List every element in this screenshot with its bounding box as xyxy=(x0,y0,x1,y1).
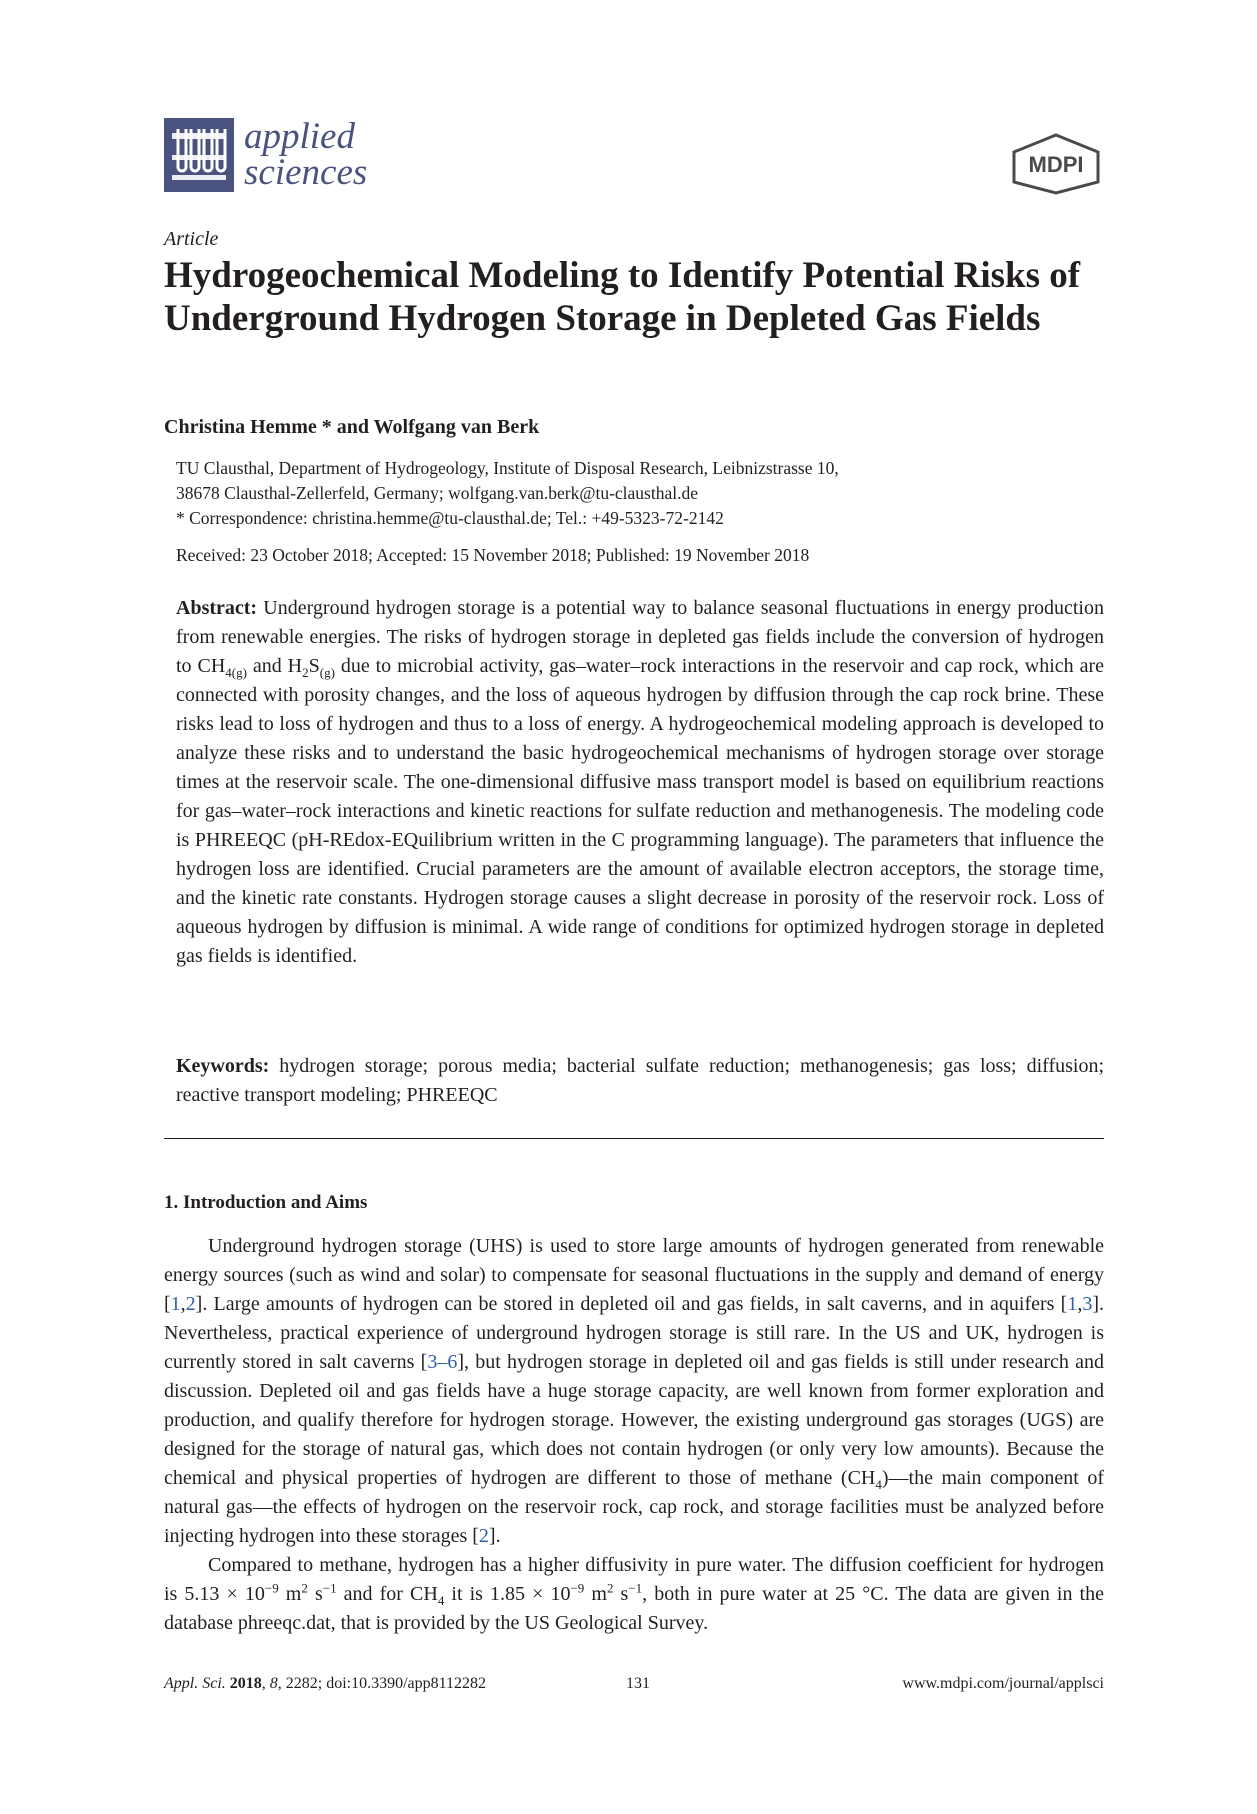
section-body xyxy=(164,1232,1104,1638)
paragraph-text: ], but hydrogen storage in depleted oil and gas fields is still under research and discussion. Depleted oil and gas fields have a huge storage capacity, are well known from former exploration and production, and qualify therefore for hydrogen storage. However, the existing underground gas storages (UGS) are designed for the storage of natural gas, which does not contain hydrogen (or only very low amounts). Because the chemical and physical properties of hydrogen are different to those of methane (CH xyxy=(164,1351,1104,1489)
abstract-text: due to microbial activity, gas–water–rock interactions in the reservoir and cap rock, which are connected with porosity changes, and the loss of aqueous hydrogen by diffusion through the cap rock brine. These risks lead to loss of hydrogen and thus to a loss of energy. A hydrogeochemical modeling approach is developed to analyze these risks and to understand the basic hydrogeochemical mechanisms of hydrogen storage over storage times at the reservoir scale. The one-dimensional diffusive mass transport model is based on equilibrium reactions for gas–water–rock interactions and kinetic reactions for sulfate reduction and methanogenesis. The modeling code is PHREEQC (pH-REdox-EQuilibrium written in the C programming language). The parameters that influence the hydrogen loss are identified. Crucial parameters are the amount of available electron acceptors, the storage time, and the kinetic rate constants. Hydrogen storage causes a slight decrease in porosity of the reservoir rock. Loss of aqueous hydrogen by diffusion is minimal. A wide range of conditions for optimized hydrogen storage in depleted gas fields is identified. xyxy=(176,655,1104,967)
abstract xyxy=(176,594,1104,971)
paragraph xyxy=(164,1232,1104,1551)
superscript: −1 xyxy=(322,1580,337,1596)
abstract-text: Underground hydrogen storage is a potential way to balance seasonal fluctuations in energy production from renewable energies. The risks of hydrogen storage in depleted gas fields include the conversion of hydrogen to CH xyxy=(176,597,1104,677)
subscript: 4 xyxy=(875,1477,882,1492)
paragraph-text: ]. Large amounts of hydrogen can be stored in depleted oil and gas fields, in salt caverns, and in aquifers [ xyxy=(195,1293,1068,1315)
superscript: −1 xyxy=(628,1580,643,1596)
keywords-label: Keywords: xyxy=(176,1055,270,1077)
citation-link[interactable]: 1 xyxy=(170,1293,181,1315)
paragraph-text: )—the main component of natural gas—the effects of hydrogen on the reservoir rock, cap rock, and storage facilities must be analyzed before injecting hydrogen into these storages [ xyxy=(164,1467,1104,1547)
citation-volume: 8 xyxy=(269,1675,278,1692)
divider xyxy=(164,1138,1104,1139)
superscript: 2 xyxy=(301,1580,308,1596)
mdpi-logo[interactable] xyxy=(1010,132,1102,201)
footer-citation: Appl. Sci. 2018, 8, 2282; doi:10.3390/app8112282 xyxy=(164,1675,487,1692)
journal-logo[interactable] xyxy=(164,118,367,192)
affiliation-line: TU Clausthal, Department of Hydrogeology, Institute of Disposal Research, Leibnizstrasse 10, xyxy=(176,458,839,478)
paragraph-text: Underground hydrogen storage (UHS) is used to store large amounts of hydrogen generated from renewable energy sources (such as wind and solar) to compensate for seasonal fluctuations in the supply and demand of energy [ xyxy=(164,1235,1104,1315)
subscript: 2 xyxy=(302,665,309,680)
paragraph-text: Compared to methane, hydrogen has a higher diffusivity in pure water. The diffusion coefficient for hydrogen is 5.13 × 10 xyxy=(164,1554,1104,1605)
paragraph-text: , both in pure water at 25 °C. The data are given in the database phreeqc.dat, that is provided by the US Geological Survey. xyxy=(164,1583,1104,1634)
abstract-text: and H xyxy=(246,655,303,677)
paragraph-text: s xyxy=(613,1583,629,1605)
superscript: 2 xyxy=(606,1580,614,1596)
paragraph-text: , xyxy=(1077,1293,1083,1315)
correspondence-line: * Correspondence: christina.hemme@tu-clausthal.de; Tel.: +49-5323-72-2142 xyxy=(176,508,724,528)
paragraph-text: ]. Nevertheless, practical experience of underground hydrogen storage is still rare. In the US and UK, hydrogen is currently stored in salt caverns [ xyxy=(164,1293,1104,1373)
paragraph xyxy=(164,1551,1104,1638)
citation-link[interactable]: 3–6 xyxy=(427,1351,458,1373)
keywords xyxy=(176,1052,1104,1110)
subscript: 4 xyxy=(437,1593,445,1608)
paragraph-text: , xyxy=(180,1293,186,1315)
superscript: −9 xyxy=(570,1580,585,1596)
paragraph-text: and for CH xyxy=(336,1583,438,1605)
publisher-name: MDPI xyxy=(1028,152,1084,177)
paragraph-text: m xyxy=(584,1583,607,1605)
journal-name xyxy=(244,116,368,193)
test-tubes-icon xyxy=(164,118,234,192)
abstract-label: Abstract: xyxy=(176,597,258,619)
citation-link[interactable]: 1 xyxy=(1067,1293,1078,1315)
article-type: Article xyxy=(164,228,219,250)
journal-abbreviation: Appl. Sci. xyxy=(164,1675,226,1692)
subscript: 4(g) xyxy=(225,665,247,680)
page-footer xyxy=(164,1675,1104,1699)
page-number: 131 xyxy=(626,1675,650,1692)
publication-dates: Received: 23 October 2018; Accepted: 15 November 2018; Published: 19 November 2018 xyxy=(176,545,810,565)
journal-name-line2: sciences xyxy=(244,152,368,193)
paragraph-text: it is 1.85 × 10 xyxy=(444,1583,571,1605)
author-list: Christina Hemme * and Wolfgang van Berk xyxy=(164,416,540,438)
affiliation-block xyxy=(176,456,1116,531)
section-heading: 1. Introduction and Aims xyxy=(164,1192,368,1213)
citation-link[interactable]: 2 xyxy=(478,1525,489,1547)
superscript: −9 xyxy=(264,1580,279,1596)
citation-link[interactable]: 2 xyxy=(185,1293,196,1315)
mdpi-logo-mark xyxy=(1010,132,1102,196)
citation-link[interactable]: 3 xyxy=(1082,1293,1093,1315)
subscript: (g) xyxy=(319,665,335,680)
abstract-text: S xyxy=(308,655,320,677)
keywords-text: hydrogen storage; porous media; bacterial sulfate reduction; methanogenesis; gas loss; diffusion; reactive transport modeling; PHREEQC xyxy=(176,1055,1104,1106)
journal-name-line1: applied xyxy=(244,116,355,157)
citation-year: 2018 xyxy=(229,1675,262,1692)
paragraph-text: ]. xyxy=(488,1525,501,1547)
affiliation-line: 38678 Clausthal-Zellerfeld, Germany; wolfgang.van.berk@tu-clausthal.de xyxy=(176,483,698,503)
journal-url-link[interactable]: www.mdpi.com/journal/applsci xyxy=(902,1675,1104,1692)
citation-doi: , 2282; doi:10.3390/app8112282 xyxy=(277,1675,487,1692)
paragraph-text: m xyxy=(278,1583,302,1605)
paper-title: Hydrogeochemical Modeling to Identify Potential Risks of Underground Hydrogen Storage in Depleted Gas Fields xyxy=(164,255,1081,339)
paragraph-text: s xyxy=(307,1583,323,1605)
